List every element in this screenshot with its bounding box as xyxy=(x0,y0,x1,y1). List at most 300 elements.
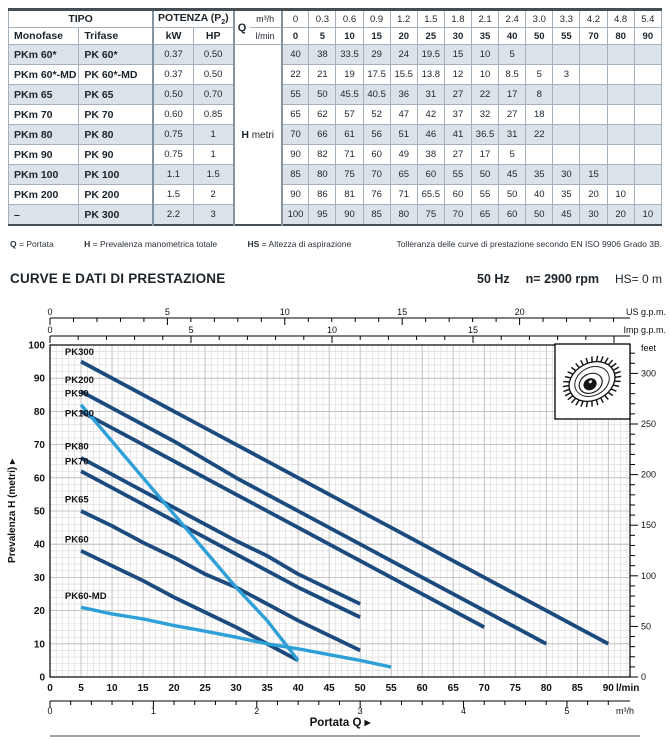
x-axis-m3h xyxy=(47,701,634,716)
hp-value: 2 xyxy=(193,185,233,205)
feet-axis xyxy=(630,343,657,682)
svg-text:4: 4 xyxy=(461,706,467,716)
svg-text:25: 25 xyxy=(199,683,211,694)
model-monofase: PKm 60* xyxy=(9,45,79,65)
head-value: 85 xyxy=(282,165,309,185)
grid xyxy=(50,345,630,677)
unit-m3h: m³/h xyxy=(256,14,275,24)
head-value: 40 xyxy=(526,185,553,205)
svg-text:15: 15 xyxy=(397,307,408,317)
head-value: 80 xyxy=(390,205,417,226)
svg-text:10: 10 xyxy=(279,307,290,317)
head-value: 40 xyxy=(282,45,309,65)
legend-item: Q = Portata xyxy=(10,239,54,249)
svg-text:45: 45 xyxy=(323,683,335,694)
head-value: 60 xyxy=(363,145,390,165)
hp-value: 0.70 xyxy=(193,85,233,105)
q-m3h-value: 0.6 xyxy=(336,10,363,28)
head-value: 8 xyxy=(526,85,553,105)
curve-label-PK60: PK60 xyxy=(64,534,89,546)
hp-value: 1 xyxy=(193,145,233,165)
legend-item: HS = Altezza di aspirazione xyxy=(247,239,352,249)
svg-text:10: 10 xyxy=(106,683,118,694)
svg-text:5: 5 xyxy=(78,683,84,694)
svg-text:70: 70 xyxy=(478,683,490,694)
head-value: 22 xyxy=(526,125,553,145)
head-value: 66 xyxy=(309,125,336,145)
svg-text:70: 70 xyxy=(33,440,45,452)
q-lmin-value: 35 xyxy=(472,28,499,45)
imp-gpm-axis xyxy=(47,325,666,343)
head-value: 45 xyxy=(499,165,526,185)
y-axis-labels xyxy=(28,341,45,684)
svg-text:200: 200 xyxy=(641,469,657,480)
head-value: 20 xyxy=(580,185,607,205)
head-value: 76 xyxy=(363,185,390,205)
svg-text:Imp g.p.m.: Imp g.p.m. xyxy=(623,325,666,335)
header-monofase: Monofase xyxy=(9,28,79,45)
head-value: 10 xyxy=(634,205,661,226)
svg-text:50: 50 xyxy=(641,621,652,632)
head-value: 13.8 xyxy=(417,65,444,85)
head-value xyxy=(607,105,634,125)
head-value xyxy=(607,145,634,165)
svg-text:0: 0 xyxy=(47,683,53,694)
svg-text:0: 0 xyxy=(47,325,53,335)
kw-value: 1.1 xyxy=(153,165,193,185)
head-value: 19 xyxy=(336,65,363,85)
hp-value: 1.5 xyxy=(193,165,233,185)
q-lmin-value: 55 xyxy=(553,28,580,45)
head-value: 33.5 xyxy=(336,45,363,65)
head-value: 60 xyxy=(444,185,471,205)
model-trifase: PK 300 xyxy=(79,205,153,226)
table-row xyxy=(9,205,662,226)
head-value xyxy=(580,65,607,85)
head-value xyxy=(607,165,634,185)
head-value: 80 xyxy=(309,165,336,185)
head-value: 20 xyxy=(607,205,634,226)
legend-item: H = Prevalenza manometrica totale xyxy=(84,239,218,249)
svg-text:55: 55 xyxy=(385,683,397,694)
head-value xyxy=(634,65,661,85)
model-monofase: PKm 90 xyxy=(9,145,79,165)
svg-text:20: 20 xyxy=(514,307,525,317)
kw-value: 1.5 xyxy=(153,185,193,205)
svg-text:m³/h: m³/h xyxy=(616,706,634,716)
svg-text:85: 85 xyxy=(571,683,583,694)
head-value xyxy=(607,85,634,105)
svg-text:0: 0 xyxy=(47,706,53,716)
q-lmin-value: 0 xyxy=(282,28,309,45)
model-monofase: PKm 80 xyxy=(9,125,79,145)
kw-value: 0.50 xyxy=(153,85,193,105)
curve-label-PK60-MD: PK60-MD xyxy=(64,590,107,602)
hp-value: 3 xyxy=(193,205,233,226)
head-value: 49 xyxy=(390,145,417,165)
q-m3h-value: 0.9 xyxy=(363,10,390,28)
head-value: 5 xyxy=(499,45,526,65)
table-header-row-2 xyxy=(9,28,662,45)
model-trifase: PK 65 xyxy=(79,85,153,105)
head-value: 50 xyxy=(526,205,553,226)
head-value: 90 xyxy=(282,145,309,165)
q-m3h-value: 4.2 xyxy=(580,10,607,28)
head-value: 30 xyxy=(580,205,607,226)
head-value xyxy=(607,125,634,145)
head-value: 10 xyxy=(607,185,634,205)
rpm-value: n= 2900 rpm xyxy=(525,272,599,286)
suction-head-value: HS= 0 m xyxy=(614,272,662,286)
model-monofase: – xyxy=(9,205,79,226)
curve-PK90 xyxy=(81,405,298,661)
head-value xyxy=(634,145,661,165)
head-value: 27 xyxy=(444,85,471,105)
us-gpm-axis xyxy=(47,307,666,325)
section-title: CURVE E DATI DI PRESTAZIONE xyxy=(10,271,226,286)
head-value: 47 xyxy=(390,105,417,125)
table-row xyxy=(9,185,662,205)
head-value: 3 xyxy=(553,65,580,85)
head-value: 24 xyxy=(390,45,417,65)
head-value: 15 xyxy=(580,165,607,185)
svg-text:10: 10 xyxy=(326,325,338,335)
table-legend xyxy=(10,239,662,249)
head-value: 45 xyxy=(553,205,580,226)
head-value: 35 xyxy=(526,165,553,185)
head-value xyxy=(634,125,661,145)
curve-PK300 xyxy=(81,362,608,644)
head-value: 18 xyxy=(526,105,553,125)
head-value xyxy=(634,165,661,185)
q-lmin-value: 15 xyxy=(363,28,390,45)
head-value: 86 xyxy=(309,185,336,205)
svg-text:5: 5 xyxy=(188,325,194,335)
head-value xyxy=(634,85,661,105)
q-m3h-value: 2.4 xyxy=(499,10,526,28)
head-value: 61 xyxy=(336,125,363,145)
svg-text:1: 1 xyxy=(150,706,156,716)
curve-label-PK65: PK65 xyxy=(64,494,89,506)
svg-text:2: 2 xyxy=(254,706,260,716)
kw-value: 0.37 xyxy=(153,45,193,65)
head-value: 27 xyxy=(499,105,526,125)
head-value: 15.5 xyxy=(390,65,417,85)
head-value: 57 xyxy=(336,105,363,125)
head-value: 75 xyxy=(336,165,363,185)
head-value: 71 xyxy=(390,185,417,205)
head-value xyxy=(526,45,553,65)
kw-value: 2.2 xyxy=(153,205,193,226)
head-value: 55 xyxy=(472,185,499,205)
model-trifase: PK 60* xyxy=(79,45,153,65)
q-m3h-value: 1.8 xyxy=(444,10,471,28)
curve-label-PK70: PK70 xyxy=(64,456,89,468)
head-value xyxy=(580,105,607,125)
head-value: 10 xyxy=(472,65,499,85)
svg-text:0: 0 xyxy=(641,672,647,682)
header-q xyxy=(234,10,282,45)
head-value xyxy=(634,105,661,125)
head-value: 56 xyxy=(363,125,390,145)
q-lmin-value: 80 xyxy=(607,28,634,45)
svg-text:50: 50 xyxy=(33,506,45,518)
head-value: 55 xyxy=(282,85,309,105)
head-value: 17 xyxy=(499,85,526,105)
svg-text:60: 60 xyxy=(416,683,428,694)
head-value: 100 xyxy=(282,205,309,226)
head-value: 62 xyxy=(309,105,336,125)
head-value: 35 xyxy=(553,185,580,205)
section-heading xyxy=(10,271,662,286)
model-trifase: PK 70 xyxy=(79,105,153,125)
svg-text:15: 15 xyxy=(467,325,479,335)
curve-PK100 xyxy=(81,411,484,627)
svg-text:50: 50 xyxy=(354,683,366,694)
kw-value: 0.37 xyxy=(153,65,193,85)
head-value: 37 xyxy=(444,105,471,125)
header-potenza: POTENZA $(P_2)$ xyxy=(153,10,233,28)
header-tipo: TIPO xyxy=(9,10,154,28)
head-value: 82 xyxy=(309,145,336,165)
svg-text:US g.p.m.: US g.p.m. xyxy=(625,307,666,317)
performance-curves-chart xyxy=(0,295,670,740)
model-trifase: PK 200 xyxy=(79,185,153,205)
q-symbol: Q xyxy=(237,21,247,34)
model-monofase: PKm 70 xyxy=(9,105,79,125)
hp-value: 1 xyxy=(193,125,233,145)
q-m3h-value: 4.8 xyxy=(607,10,634,28)
x-axis-title: Portata Q ▸ xyxy=(309,717,371,729)
svg-text:5: 5 xyxy=(564,706,570,716)
hp-value: 0.50 xyxy=(193,45,233,65)
curve-label-PK80: PK80 xyxy=(64,441,89,453)
head-value: 90 xyxy=(336,205,363,226)
q-lmin-value: 10 xyxy=(336,28,363,45)
q-m3h-value: 3.3 xyxy=(553,10,580,28)
head-value: 70 xyxy=(282,125,309,145)
head-value: 50 xyxy=(309,85,336,105)
q-m3h-value: 0.3 xyxy=(309,10,336,28)
head-value: 70 xyxy=(363,165,390,185)
head-value: 40.5 xyxy=(363,85,390,105)
head-value: 81 xyxy=(336,185,363,205)
curve-label-PK90: PK90 xyxy=(64,388,89,400)
model-monofase: PKm 65 xyxy=(9,85,79,105)
svg-text:l/min: l/min xyxy=(616,683,640,694)
q-lmin-value: 40 xyxy=(499,28,526,45)
head-value: 55 xyxy=(444,165,471,185)
svg-text:100: 100 xyxy=(28,340,45,352)
svg-text:75: 75 xyxy=(509,683,521,694)
head-value: 38 xyxy=(309,45,336,65)
head-value: 90 xyxy=(282,185,309,205)
x-axis-lmin-labels xyxy=(47,683,639,694)
impeller-icon xyxy=(554,344,630,419)
svg-text:30: 30 xyxy=(33,572,45,584)
head-value: 5 xyxy=(526,65,553,85)
svg-text:40: 40 xyxy=(33,539,45,551)
head-value xyxy=(580,125,607,145)
head-value xyxy=(553,105,580,125)
frequency-value: 50 Hz xyxy=(477,272,510,286)
head-value: 65.5 xyxy=(417,185,444,205)
legend-definitions xyxy=(10,239,379,249)
head-value: 41 xyxy=(444,125,471,145)
head-value xyxy=(580,85,607,105)
head-value: 27 xyxy=(444,145,471,165)
head-value: 31 xyxy=(499,125,526,145)
head-value: 42 xyxy=(417,105,444,125)
head-value: 36.5 xyxy=(472,125,499,145)
q-lmin-value: 70 xyxy=(580,28,607,45)
q-m3h-value: 1.5 xyxy=(417,10,444,28)
svg-text:90: 90 xyxy=(33,373,45,385)
svg-text:60: 60 xyxy=(33,473,45,485)
head-value: 45.5 xyxy=(336,85,363,105)
head-value: 60 xyxy=(417,165,444,185)
head-value xyxy=(634,185,661,205)
head-value: 5 xyxy=(499,145,526,165)
svg-text:5: 5 xyxy=(164,307,170,317)
svg-text:0: 0 xyxy=(39,672,45,684)
model-trifase: PK 80 xyxy=(79,125,153,145)
q-lmin-value: 20 xyxy=(390,28,417,45)
head-value: 12 xyxy=(444,65,471,85)
svg-text:80: 80 xyxy=(540,683,552,694)
head-value: 17 xyxy=(472,145,499,165)
head-value: 70 xyxy=(444,205,471,226)
svg-text:15: 15 xyxy=(137,683,149,694)
head-value: 15 xyxy=(444,45,471,65)
svg-text:40: 40 xyxy=(292,683,304,694)
svg-text:30: 30 xyxy=(230,683,242,694)
head-value xyxy=(553,145,580,165)
head-value: 46 xyxy=(417,125,444,145)
head-value: 36 xyxy=(390,85,417,105)
head-value: 32 xyxy=(472,105,499,125)
svg-text:20: 20 xyxy=(33,606,45,618)
table-row xyxy=(9,45,662,65)
head-value: 60 xyxy=(499,205,526,226)
head-value: 50 xyxy=(499,185,526,205)
table-row xyxy=(9,85,662,105)
svg-text:35: 35 xyxy=(261,683,273,694)
q-lmin-value: 5 xyxy=(309,28,336,45)
performance-table xyxy=(8,8,662,226)
table-row xyxy=(9,145,662,165)
head-value: 38 xyxy=(417,145,444,165)
curve-label-PK200: PK200 xyxy=(64,375,94,387)
head-value: 52 xyxy=(363,105,390,125)
svg-text:10: 10 xyxy=(33,639,45,651)
svg-text:100: 100 xyxy=(641,570,657,581)
q-m3h-value: 5.4 xyxy=(634,10,661,28)
svg-text:80: 80 xyxy=(33,406,45,418)
head-value: 65 xyxy=(390,165,417,185)
head-value: 30 xyxy=(553,165,580,185)
head-value xyxy=(580,145,607,165)
head-value xyxy=(553,45,580,65)
table-row xyxy=(9,165,662,185)
table-row xyxy=(9,105,662,125)
head-value xyxy=(580,45,607,65)
curve-label-PK100: PK100 xyxy=(64,408,94,420)
head-value: 50 xyxy=(472,165,499,185)
q-lmin-value: 90 xyxy=(634,28,661,45)
head-value: 22 xyxy=(282,65,309,85)
table-row xyxy=(9,65,662,85)
kw-value: 0.75 xyxy=(153,125,193,145)
head-value: 21 xyxy=(309,65,336,85)
model-monofase: PKm 200 xyxy=(9,185,79,205)
head-value: 75 xyxy=(417,205,444,226)
head-value: 31 xyxy=(417,85,444,105)
svg-text:90: 90 xyxy=(602,683,614,694)
head-value: 65 xyxy=(472,205,499,226)
head-value: 71 xyxy=(336,145,363,165)
kw-value: 0.75 xyxy=(153,145,193,165)
hp-value: 0.85 xyxy=(193,105,233,125)
table-row xyxy=(9,125,662,145)
q-lmin-value: 30 xyxy=(444,28,471,45)
head-value xyxy=(634,45,661,65)
header-trifase: Trifase xyxy=(79,28,153,45)
svg-text:300: 300 xyxy=(641,368,657,379)
head-value: 17.5 xyxy=(363,65,390,85)
head-value xyxy=(553,125,580,145)
svg-text:250: 250 xyxy=(641,419,657,430)
model-trifase: PK 100 xyxy=(79,165,153,185)
header-kw: kW xyxy=(153,28,193,45)
header-hp: HP xyxy=(193,28,233,45)
head-value: 51 xyxy=(390,125,417,145)
head-value xyxy=(607,65,634,85)
hp-value: 0.50 xyxy=(193,65,233,85)
y-axis-title: Prevalenza H (metri) ▸ xyxy=(7,459,18,563)
svg-text:0: 0 xyxy=(47,307,53,317)
head-value: 22 xyxy=(472,85,499,105)
q-m3h-value: 3.0 xyxy=(526,10,553,28)
table-header-row-1 xyxy=(9,10,662,28)
head-value: 65 xyxy=(282,105,309,125)
head-value xyxy=(553,85,580,105)
h-metri-label: H metri xyxy=(234,45,282,226)
model-monofase: PKm 100 xyxy=(9,165,79,185)
head-value: 29 xyxy=(363,45,390,65)
q-m3h-value: 1.2 xyxy=(390,10,417,28)
svg-text:feet: feet xyxy=(641,343,657,353)
head-value: 10 xyxy=(472,45,499,65)
q-m3h-value: 0 xyxy=(282,10,309,28)
q-lmin-value: 50 xyxy=(526,28,553,45)
head-value: 85 xyxy=(363,205,390,226)
model-monofase: PKm 60*-MD xyxy=(9,65,79,85)
unit-lmin: l/min xyxy=(250,27,281,44)
tolerance-note: Tolleranza delle curve di prestazione secondo EN ISO 9906 Grado 3B. xyxy=(396,239,662,249)
head-value: 19.5 xyxy=(417,45,444,65)
model-trifase: PK 90 xyxy=(79,145,153,165)
operating-specs xyxy=(477,272,662,286)
performance-table-section xyxy=(8,8,662,226)
head-value xyxy=(607,45,634,65)
head-value: 95 xyxy=(309,205,336,226)
svg-text:20: 20 xyxy=(168,683,180,694)
svg-text:150: 150 xyxy=(641,520,657,531)
kw-value: 0.60 xyxy=(153,105,193,125)
svg-text:3: 3 xyxy=(357,706,363,716)
head-value xyxy=(526,145,553,165)
